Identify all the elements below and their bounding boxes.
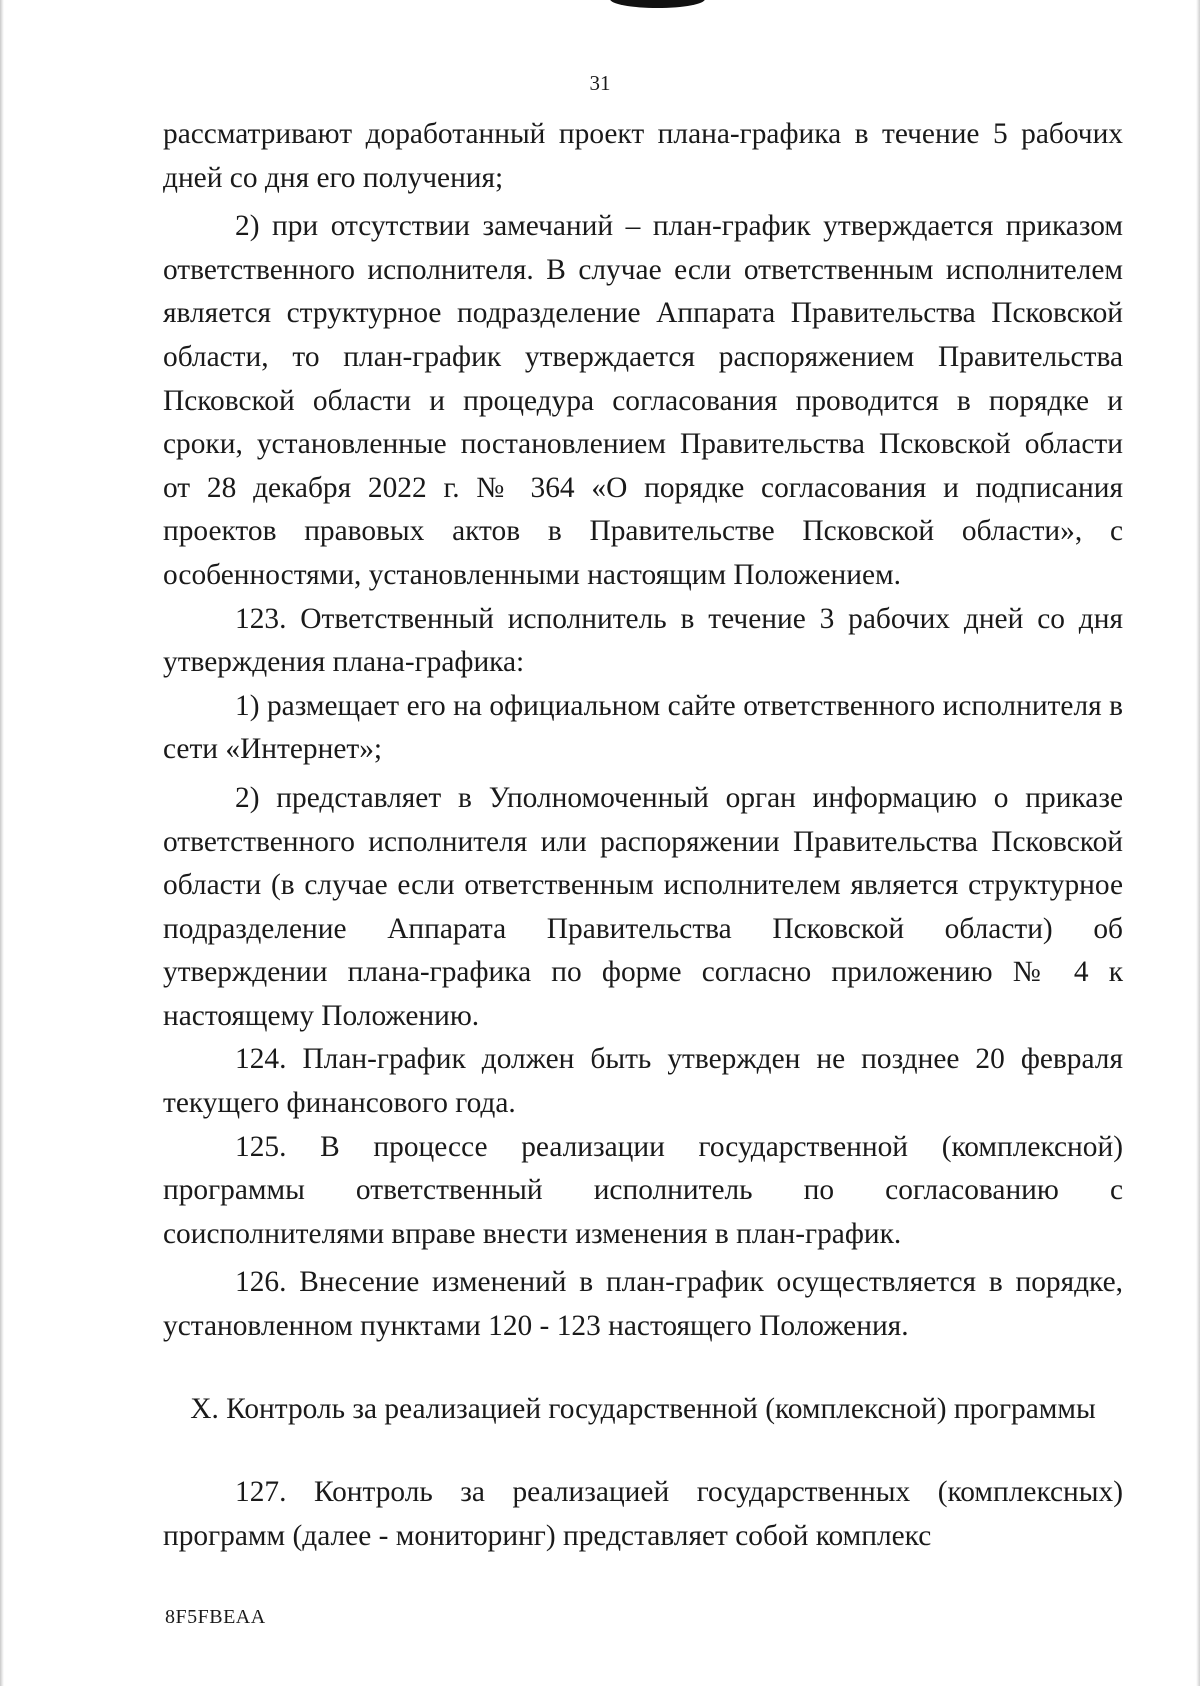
paragraph-125: 125. В процессе реализации государственной (комплексной) программы ответственный исполнитель по согласованию с соисполнителями вправе внести изменения в план-график.	[163, 1130, 1123, 1250]
paragraph-127: 127. Контроль за реализацией государственных (комплексных) программ (далее - мониторинг) представляет собой комплекс	[163, 1476, 1123, 1552]
scan-right-edge	[1196, 0, 1200, 1686]
page-number: 31	[589, 71, 611, 95]
document-body	[163, 113, 1123, 1558]
paragraph-124: 124. План-график должен быть утвержден не позднее 20 февраля текущего финансового года.	[163, 1043, 1123, 1120]
paragraph-item-2-approval: 2) при отсутствии замечаний – план-график утверждается приказом ответственного исполнителя. В случае если ответственным исполнителем является структурное подразделение Аппарата Правительства Псковской области, то план-график утверждается распоряжением Правительства Псковской области и процедура согласования проводится в порядке и сроки, установленные постановлением Правительства Псковской области от 28 декабря 2022 г. № 364 «О порядке согласования и подписания проектов правовых актов в Правительстве Псковской области», с особенностями, установленными настоящим Положением.	[163, 210, 1123, 591]
paragraph-123-item-1: 1) размещает его на официальном сайте ответственного исполнителя в сети «Интернет»;	[163, 689, 1123, 766]
binder-hole-mark	[610, 0, 705, 8]
paragraph-123: 123. Ответственный исполнитель в течение 3 рабочих дней со дня утверждения плана-графика:	[163, 602, 1123, 679]
paragraph-continuation: рассматривают доработанный проект плана-графика в течение 5 рабочих дней со дня его получения;	[163, 118, 1123, 194]
document-code: 8F5FBEAA	[165, 1606, 266, 1628]
paragraph-123-item-2: 2) представляет в Уполномоченный орган информацию о приказе ответственного исполнителя или распоряжении Правительства Псковской области (в случае если ответственным исполнителем является структурное подразделение Аппарата Правительства Псковской области) об утверждении плана-графика по форме согласно приложению № 4 к настоящему Положению.	[163, 781, 1123, 1032]
paragraph-126: 126. Внесение изменений в план-график осуществляется в порядке, установленном пунктами 120 - 123 настоящего Положения.	[163, 1266, 1123, 1343]
section-heading: X. Контроль за реализацией государственной (комплексной) программы	[190, 1392, 1096, 1425]
scan-left-edge	[0, 0, 4, 1686]
